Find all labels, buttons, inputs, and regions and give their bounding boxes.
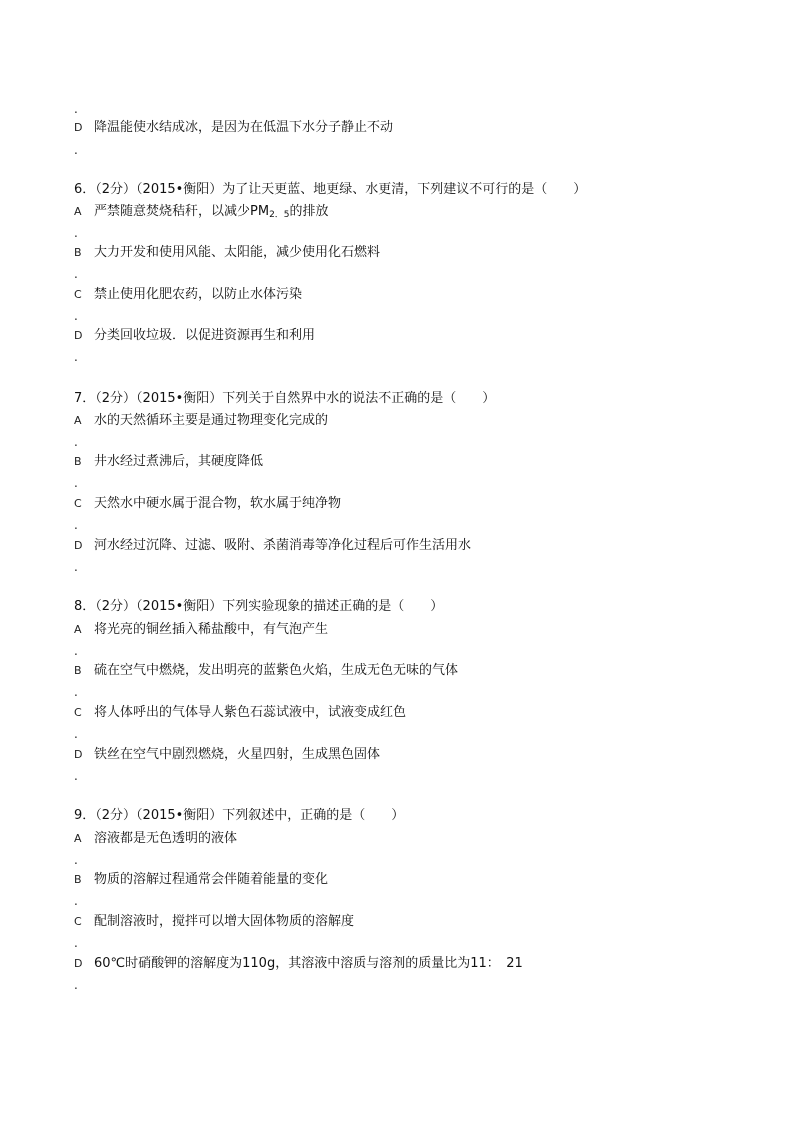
pm-subscript: 2．5 (269, 210, 290, 220)
question-7-option-c (74, 494, 341, 514)
option-text: 河水经过沉降、过滤、吸附、杀菌消毒等净化过程后可作生活用水 (94, 538, 472, 553)
option-letter: C (74, 706, 82, 719)
option-text: 禁止使用化肥农药，以防止水体污染 (94, 287, 303, 302)
option-text: 物质的溶解过程通常会伴随着能量的变化 (94, 872, 329, 887)
question-7-option-b (74, 452, 263, 472)
option-text: 分类回收垃圾．以促进资源再生和利用 (94, 328, 316, 343)
question-7-option-d (74, 536, 471, 556)
question-8-option-b (74, 661, 458, 681)
question-7-head (74, 389, 495, 409)
option-dot: . (74, 894, 78, 908)
option-letter: B (74, 873, 82, 886)
option-text: 铁丝在空气中剧烈燃烧，火星四射，生成黑色固体 (94, 747, 381, 762)
question-9-option-d (74, 954, 523, 974)
option-dot: . (74, 853, 78, 867)
question-number: 9 (74, 808, 83, 823)
question-9-option-b (74, 870, 328, 890)
question-text: ．（2分）（2015•衡阳）为了让天更蓝、地更绿、水更清，下列建议不可行的是（ ） (82, 182, 587, 197)
option-dot: . (74, 560, 78, 574)
option-letter: A (74, 623, 82, 636)
option-dot: . (74, 685, 78, 699)
question-text: ．（2分）（2015•衡阳）下列关于自然界中水的说法不正确的是（ ） (82, 391, 496, 406)
option-dot: . (74, 518, 78, 532)
option-dot: . (74, 226, 78, 240)
option-dot: . (74, 727, 78, 741)
option-text: 配制溶液时，搅拌可以增大固体物质的溶解度 (94, 914, 355, 929)
option-text-tail: 的排放 (289, 204, 329, 219)
question-9-option-a (74, 829, 237, 849)
question-6-option-d (74, 326, 315, 346)
option-dot: . (74, 769, 78, 783)
option-letter: A (74, 832, 82, 845)
option-letter: B (74, 455, 82, 468)
option-letter: D (74, 957, 83, 970)
question-9-option-c (74, 912, 354, 932)
option-letter: B (74, 664, 82, 677)
question-number: 7 (74, 391, 83, 406)
option-d (74, 118, 393, 138)
option-letter: D (74, 539, 83, 552)
question-6-option-c (74, 285, 302, 305)
question-8-option-d (74, 745, 380, 765)
option-text: 将光亮的铜丝插入稀盐酸中，有气泡产生 (94, 622, 329, 637)
question-number: 6 (74, 182, 83, 197)
option-text: 井水经过煮沸后，其硬度降低 (94, 454, 264, 469)
option-text: 硫在空气中燃烧，发出明亮的蓝紫色火焰，生成无色无味的气体 (94, 663, 459, 678)
option-letter: B (74, 246, 82, 259)
option-letter: D (74, 121, 83, 134)
option-dot: . (74, 350, 78, 364)
question-text: ．（2分）（2015•衡阳）下列实验现象的描述正确的是（ ） (82, 599, 444, 614)
option-dot: . (74, 978, 78, 992)
option-dot: . (74, 476, 78, 490)
question-8-option-c (74, 703, 406, 723)
option-dot: . (74, 102, 78, 116)
question-6-option-a (74, 202, 329, 222)
option-letter: C (74, 497, 82, 510)
question-7-option-a (74, 411, 328, 431)
question-8-head (74, 597, 443, 617)
option-letter: C (74, 288, 82, 301)
option-text: 天然水中硬水属于混合物，软水属于纯净物 (94, 496, 342, 511)
question-6-option-b (74, 243, 380, 263)
option-dot: . (74, 435, 78, 449)
option-text: 溶液都是无色透明的液体 (94, 831, 238, 846)
question-8-option-a (74, 620, 328, 640)
question-9-head (74, 806, 404, 826)
option-letter: D (74, 329, 83, 342)
option-dot: . (74, 936, 78, 950)
option-letter: C (74, 915, 82, 928)
option-dot: . (74, 309, 78, 323)
option-text: 水的天然循环主要是通过物理变化完成的 (94, 413, 329, 428)
option-text: 大力开发和使用风能、太阳能，减少使用化石燃料 (94, 245, 381, 260)
option-text: 将人体呼出的气体导人紫色石蕊试液中，试液变成红色 (94, 705, 407, 720)
option-dot: . (74, 267, 78, 281)
question-text: ．（2分）（2015•衡阳）下列叙述中，正确的是（ ） (82, 808, 405, 823)
question-number: 8 (74, 599, 83, 614)
option-letter: D (74, 748, 83, 761)
option-letter: A (74, 205, 82, 218)
question-6-head (74, 180, 586, 200)
option-text: 严禁随意焚烧秸秆，以减少PM (94, 204, 270, 219)
option-dot: . (74, 644, 78, 658)
option-dot: . (74, 143, 78, 157)
option-text: 60℃时硝酸钾的溶解度为110g，其溶液中溶质与溶剂的质量比为11： 21 (94, 956, 523, 971)
option-letter: A (74, 414, 82, 427)
option-text: 降温能使水结成冰，是因为在低温下水分子静止不动 (94, 120, 394, 135)
